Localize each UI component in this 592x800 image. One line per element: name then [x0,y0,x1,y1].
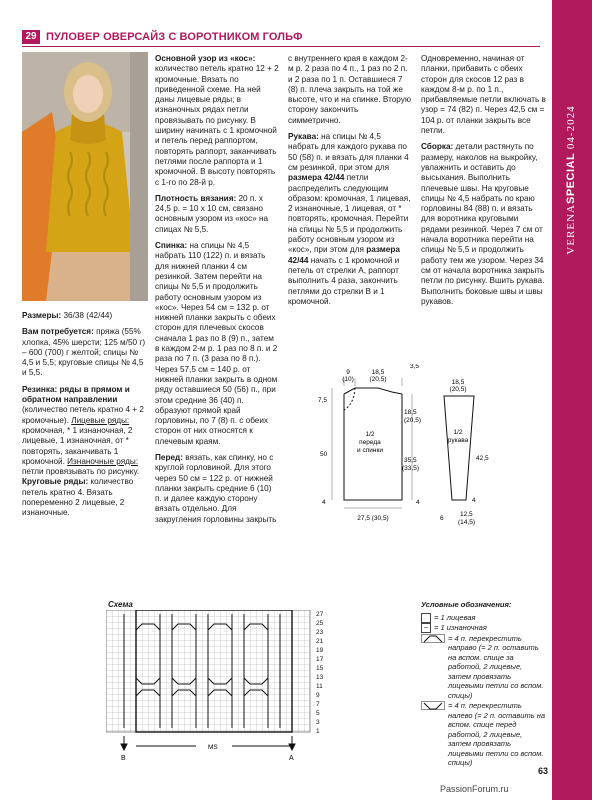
ms-label: MS [208,744,218,751]
sleeves-text-a: на спицы № 4,5 набрать для каждого рукава по 50 (58) п. и вязать для планки 4 см резинкой, при этом для [288,132,409,172]
arrow-b-label: B [121,755,126,762]
pattern-title: ПУЛОВЕР ОВЕРСАЙЗ С ВОРОТНИКОМ ГОЛЬФ [46,31,303,43]
wrong-rows-text: петли провязывать по рисунку. [22,467,140,477]
row-9: 9 [316,692,320,699]
row-13: 13 [316,674,324,681]
back-paragraph [155,241,280,447]
row-1: 1 [316,728,320,735]
density-label: Плотность вязания: [155,193,237,203]
sleeves-size-2: размера 42/44 [288,245,400,265]
dim-neck: 9 [346,369,350,376]
sizes-value: 36/38 (42/44) [61,311,113,320]
sleeve-label-2: рукава [447,437,469,444]
legend-item-cross-left [421,701,546,768]
body-label-2: переда [359,439,381,446]
sleeves-text-c: начать с 1 кромочной и петель от стрелки A, раппорт выполнить 4 раза, закончить петлями до стрелки B и 1 кромочной. [288,255,400,306]
cable-paragraph [155,54,280,188]
legend-purl-text: = 1 изнаночная [434,622,487,632]
legend-knit-text: = 1 лицевая [434,612,476,622]
brand-name: VERENA [565,204,577,255]
dim-width: 27,5 (30,5) [357,515,389,522]
assembly-paragraph [421,142,546,307]
round-rows-text: количество петель кратно 4. Вязать попеременно 2 лицевые, 2 изнаночные. [22,477,134,518]
row-7: 7 [316,701,320,708]
rib-paragraph [22,385,149,519]
face-rows-text: кромочная, * 1 изнаночная, 2 лицевые, 1 изнаночная, от * повторять, заканчивать 1 кромочной. [22,425,133,466]
materials-label: Вам потребуется: [22,327,94,337]
issue-number: 04-2024 [565,105,577,150]
dim-shoulder: 18,5 [371,369,385,376]
sleeves-continued: Одновременно, начиная от планки, прибавить с обеих сторон для скосов 12 раз в каждом 8-м р. по 1 п., прибавляемые петли включать в узор = 74 (82) п. Через 42,5 см = 104 р. от планки закрыть все петли. [421,54,546,136]
body-label-3: и спинки [357,447,383,454]
sleeve-bottom-2: (14,5) [458,519,475,526]
dim-4-right: 4 [416,499,420,506]
dim-armhole: 18,5 [404,409,417,416]
cross-left-icon [421,701,445,710]
header-divider [22,46,540,47]
sleeve-outline [444,396,474,500]
legend-title: Условные обозначения: [421,600,512,609]
watermark-url: PassionForum.ru [440,784,509,794]
sleeve-bottom: 12,5 [460,511,473,518]
row-21: 21 [316,638,324,645]
legend-cross-right-text: = 4 п. перекрестить направо (= 2 п. оставить на вспом. спице за работой, 2 лицевые, затем провязать лицевыми петли со вспом. спицы) [448,633,544,700]
knitting-chart [106,610,336,770]
sleeves-paragraph [288,132,413,307]
column-instructions-2 [288,54,413,307]
column-materials [22,311,149,519]
wrong-rows-label: Изнаночные ряды: [67,456,139,466]
face-rows-label: Лицевые ряды: [71,415,130,425]
front-continued: с внутреннего края в каждом 2-м р. 2 раза по 4 п., 1 раз по 2 п. и 2 раза по 1 п. Оставшиеся 7 (8) п. плеча закрыть на той же высоте, что и на спинке. Вторую сторону закончить симметрично. [288,54,411,125]
row-27: 27 [316,611,324,618]
dim-neck-2: (10) [342,376,354,383]
dim-shoulder-2: (20,5) [369,376,387,383]
sleeve-6: 6 [440,515,444,522]
column-instructions-1 [155,54,280,525]
sleeves-label: Рукава: [288,132,319,142]
arrow-a-label: A [289,755,294,762]
row-11: 11 [316,683,323,690]
model-photo [22,52,148,301]
row-19: 19 [316,647,324,654]
dim-50: 50 [320,451,328,458]
dim-armhole-2: (20,5) [404,417,421,424]
magazine-brand [556,60,586,300]
legend [421,600,546,768]
density-text: 20 п. x 24,5 р. = 10 x 10 см, связано основным узором из «кос» на спицах № 5,5. [155,193,269,234]
legend-item-purl [421,623,546,633]
cable-text: количество петель кратно 12 + 2 кромочные. Вязать по приведенной схеме. На ней даны лицевые ряды; в изнаночных рядах петли провязывать по рисунку. В ширину начинать с 1 кромочной и петель перед раппортом, повторять раппорт, заканчивать петлями после раппорта и 1 кромочной. В высоту повторять с 1-го по 28-й р. [155,64,279,187]
purl-symbol-icon: – [421,623,431,633]
materials-paragraph [22,327,149,378]
legend-cross-left-text: = 4 п. перекрестить налево (= 2 п. оставить на вспом. спице перед работой, 2 лицевые, затем провязать лицевыми петли со вспом. спицы) [448,701,546,767]
legend-item-cross-right [421,634,546,701]
front-paragraph [155,453,280,525]
sleeve-length: 42,5 [476,455,489,462]
cable-label: Основной узор из «кос»: [155,54,256,63]
sleeves-text-b: петли распределить следующим образом: кромочная, 1 лицевая, 2 изнаночные, 1 лицевая, от * повторять, кромочная. Перейти на спицы № 5,5 и продолжить работу основным узором из «кос», при этом для [288,173,411,255]
row-3: 3 [316,719,320,726]
legend-item-knit [421,613,546,623]
dim-7-5: 7,5 [318,397,328,404]
sizes-line [22,311,149,321]
knit-symbol-icon [421,613,431,623]
rib-label: Резинка: ряды в прямом и обратном направлении [22,384,130,405]
cross-right-icon [421,634,445,643]
round-rows-label: Круговые ряды: [22,477,89,487]
sleeve-top-dim-2: (20,5) [449,386,467,393]
sleeve-cuff: 4 [472,497,476,504]
back-text: на спицы № 4,5 набрать 110 (122) п. и вязать для нижней планки 4 см резинкой. Затем перейти на спицы № 5,5 и продолжить работу основным узором из «кос». Через 54 см = 132 р. от нижней планки закрыть с обеих сторон для плечевых скосов сначала 1 раз по 8 (9) п., затем в каждом 2-м р. 1 раз по 8 п. и 2 раза по 7 п. (3 раза по 8 п.). Через 57,5 см = 140 р. от нижней планки закрыть в одном ряду оставшиеся 50 (56) п., при этом средние 36 (40) п. образуют прямой край горловины, по 7 (8) п. с обеих сторон от них относятся к плечевым краям. [155,241,278,446]
row-15: 15 [316,665,324,672]
row-25: 25 [316,620,324,627]
dim-33-5: (33,5) [402,465,419,472]
assembly-label: Сборка: [421,142,454,152]
front-label: Перед: [155,452,183,462]
sleeve-pattern-diagram [438,378,508,528]
sleeve-top-dim: 18,5 [451,379,465,386]
pattern-number: 29 [22,30,40,44]
row-17: 17 [316,656,324,663]
row-5: 5 [316,710,320,717]
sleeve-label-1: 1/2 [453,429,463,436]
column-instructions-3 [421,54,546,307]
row-23: 23 [316,629,324,636]
brand-special: SPECIAL [565,152,577,204]
sleeves-size: размера 42/44 [288,173,345,183]
dim-4-left: 4 [322,499,326,506]
sizes-label: Размеры: [22,311,62,320]
back-label: Спинка: [155,241,188,251]
front-text: вязать, как спинку, но с круглой горловиной. Для этого через 50 см = 122 р. от нижней планки закрыть средние 6 (10) п. и далее каждую сторону вязать отдельно. Для закругления горловины закрыть [155,452,277,524]
dim-3-5: 3,5 [410,364,420,370]
dim-35-5: 35,5 [404,457,417,464]
density-paragraph [155,194,280,235]
materials-text: пряжа (55% хлопка, 45% шерсти; 125 м/50 г) – 600 (700) г желтой; спицы № 4,5 и 5,5; круговые спицы № 4,5 и 5,5. [22,327,146,378]
body-label-1: 1/2 [365,431,375,438]
page-number: 63 [538,766,549,776]
chart-title: Схема [108,600,133,609]
body-pattern-diagram [318,364,428,529]
assembly-text: детали растянуть по размеру, наколов на выкройку, увлажнить и оставить до высыхания. Выполнить плечевые швы. На круговые спицы № 4,5 набрать по краю горловины 84 (88) п. и вязать для воротника круговыми рядами резинкой. Через 7 см от начала воротника перейти на спицы № 5,5 и продолжить работу тем же узором. Через 34 см от начала воротника закрыть петли по рисунку. Вшить рукава. Выполнить боковые швы и швы рукавов. [421,142,545,306]
rib-text: (количество петель кратно 4 + 2 кромочные). [22,405,144,425]
